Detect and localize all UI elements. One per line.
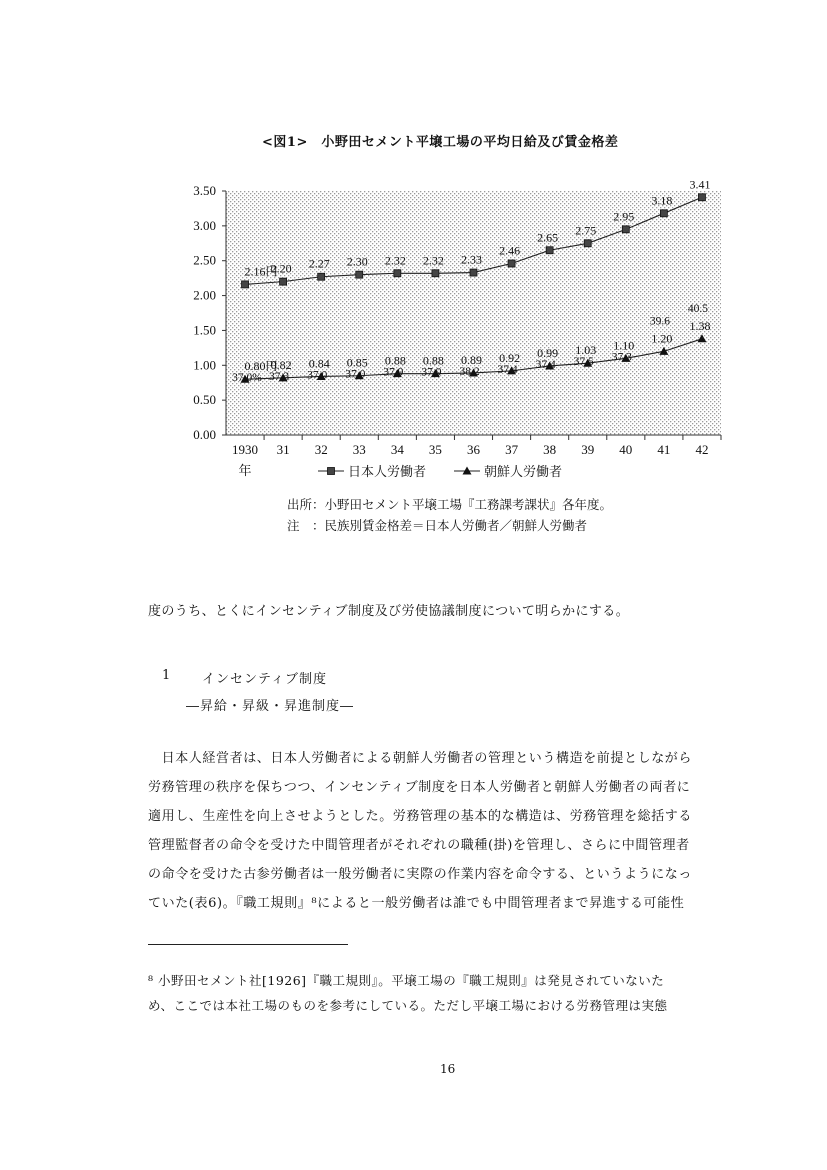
- ratio-label: 37.4: [535, 358, 556, 371]
- japanese-value-label: 2.20: [270, 261, 292, 276]
- japanese-workers-point: [508, 260, 515, 267]
- japanese-value-label: 2.16円: [244, 264, 278, 279]
- section-title: インセンティブ制度: [202, 672, 327, 687]
- paragraph-line: 適用し、生産性を向上させようとした。労務管理の基本的な構造は、労務管理を総括する: [148, 809, 693, 824]
- japanese-workers-point: [622, 226, 629, 233]
- x-tick-label: 41: [657, 442, 671, 457]
- section-subtitle: ―昇給・昇級・昇進制度―: [186, 699, 355, 714]
- paragraph-line: 管理監督者の命令を受けた中間管理者がそれぞれの職種(掛)を管理し、さらに中間管理者: [148, 838, 690, 853]
- japanese-value-label: 2.32: [384, 253, 406, 268]
- body-paragraph-intro: 度のうち、とくにインセンティブ制度及び労使協議制度について明らかにする。: [148, 604, 630, 619]
- ratio-label: 37.9: [421, 366, 442, 379]
- japanese-value-label: 2.65: [537, 230, 559, 245]
- y-tick-label: 3.00: [193, 217, 216, 233]
- japanese-workers-point: [584, 240, 591, 247]
- japanese-workers-point: [470, 269, 477, 276]
- ratio-label: 37.5: [573, 356, 594, 369]
- definition-note: 注 ：民族別賃金格差＝日本人労働者／朝鮮人労働者: [287, 518, 588, 533]
- ratio-label: 38.2: [459, 365, 480, 378]
- paragraph-line: 労務管理の秩序を保ちつつ、インセンティブ制度を日本人労働者と朝鮮人労働者の両者に: [148, 780, 691, 795]
- japanese-workers-point: [698, 194, 705, 201]
- x-tick-label: 40: [619, 442, 633, 457]
- korean-value-label: 0.88: [422, 353, 444, 368]
- x-tick-label: 32: [314, 442, 328, 457]
- page-number: 16: [440, 1062, 456, 1076]
- footnote-divider: [148, 944, 348, 945]
- footnote: [148, 968, 748, 1018]
- y-tick-labels: [193, 183, 216, 442]
- japanese-value-label: 2.75: [575, 223, 597, 238]
- japanese-workers-point: [242, 281, 249, 288]
- ratio-label: 40.5: [687, 302, 709, 315]
- y-tick-label: 0.50: [193, 392, 216, 408]
- korean-value-label: 0.88: [384, 353, 406, 368]
- x-tick-label: 37: [505, 442, 519, 457]
- y-tick-label: 2.00: [193, 287, 216, 303]
- ratio-label: 37.0: [345, 368, 366, 381]
- japanese-value-label: 2.33: [461, 252, 482, 267]
- korean-value-label: 1.03: [575, 343, 597, 358]
- japanese-value-label: 2.46: [499, 243, 521, 258]
- x-tick-label: 34: [390, 442, 404, 457]
- x-tick-label: 42: [695, 442, 709, 457]
- x-tick-label: 31: [276, 442, 290, 457]
- japanese-workers-point: [432, 270, 439, 277]
- japanese-value-label: 2.30: [346, 254, 368, 269]
- y-tick-label: 1.00: [193, 357, 216, 373]
- japanese-value-label: 2.95: [613, 209, 635, 224]
- paragraph-line: ていた(表6)。『職工規則』⁸によると一般労働者は誰でも中間管理者まで昇進する可能性: [148, 896, 685, 911]
- x-tick-label: 36: [467, 442, 480, 457]
- ratio-label: 37.0%: [232, 372, 262, 385]
- korean-value-label: 0.82: [270, 357, 292, 372]
- paragraph-line: 日本人経営者は、日本人労働者による朝鮮人労働者の管理という構造を前提としながら: [148, 751, 693, 766]
- line-chart: [170, 165, 730, 483]
- japanese-workers-point: [356, 271, 363, 278]
- chart-legend: [318, 464, 562, 479]
- legend-label-korean: 朝鮮人労働者: [484, 464, 563, 479]
- japanese-workers-point: [546, 247, 553, 254]
- korean-value-label: 0.92: [499, 350, 521, 365]
- y-tick-label: 1.50: [193, 322, 216, 338]
- korean-value-label: 1.10: [613, 338, 635, 353]
- korean-value-label: 1.20: [651, 331, 673, 346]
- korean-value-label: 0.84: [308, 356, 330, 371]
- section-number: 1: [162, 668, 171, 683]
- japanese-workers-point: [318, 273, 325, 280]
- japanese-workers-point: [280, 278, 287, 285]
- x-tick-label: 33: [352, 442, 366, 457]
- y-tick-label: 3.50: [193, 183, 216, 198]
- ratio-label: 37.4: [497, 363, 518, 376]
- source-note: 出所：小野田セメント平壌工場『工務課考課状』各年度。: [287, 497, 613, 512]
- ratio-label: 37.3: [611, 351, 632, 364]
- japanese-value-label: 2.27: [308, 256, 330, 271]
- body-paragraph: [148, 744, 748, 918]
- footnote-line: ⁸ 小野田セメント社[1926]『職工規則』。平壌工場の『職工規則』は発見されていないた: [148, 973, 665, 988]
- figure-notes: [287, 494, 612, 536]
- korean-value-label: 0.99: [537, 345, 559, 360]
- korean-value-label: 0.89: [461, 352, 482, 367]
- korean-value-label: 0.80円: [244, 359, 278, 374]
- ratio-label: 37.0: [307, 369, 328, 382]
- x-tick-label: 38: [543, 442, 557, 457]
- x-tick-label: 1930: [232, 442, 259, 457]
- legend-marker-japanese: [328, 468, 335, 475]
- ratio-label: 37.3: [269, 370, 290, 383]
- ratio-label: 39.6: [649, 315, 670, 328]
- legend-label-japanese: 日本人労働者: [348, 464, 427, 479]
- plot-area-background: [226, 191, 721, 435]
- japanese-value-label: 3.41: [689, 177, 711, 192]
- footnote-line: め、ここでは本社工場のものを参考にしている。ただし平壌工場における労務管理は実態: [148, 998, 668, 1013]
- korean-value-label: 0.85: [346, 355, 368, 370]
- x-tick-label: 35: [428, 442, 442, 457]
- korean-value-label: 1.38: [689, 318, 711, 333]
- japanese-value-label: 3.18: [651, 193, 673, 208]
- y-tick-label: 0.00: [193, 427, 216, 442]
- x-axis-unit-label: 年: [238, 463, 252, 478]
- japanese-workers-point: [660, 210, 667, 217]
- x-tick-label: 39: [581, 442, 595, 457]
- y-tick-label: 2.50: [193, 252, 216, 268]
- ratio-label: 37.9: [383, 366, 404, 379]
- japanese-workers-point: [394, 270, 401, 277]
- japanese-value-label: 2.32: [422, 253, 444, 268]
- figure-title: <図1> 小野田セメント平壌工場の平均日給及び賃金格差: [262, 135, 619, 150]
- paragraph-line: の命令を受けた古参労働者は一般労働者に実際の作業内容を命令する、というようになっ: [148, 867, 693, 882]
